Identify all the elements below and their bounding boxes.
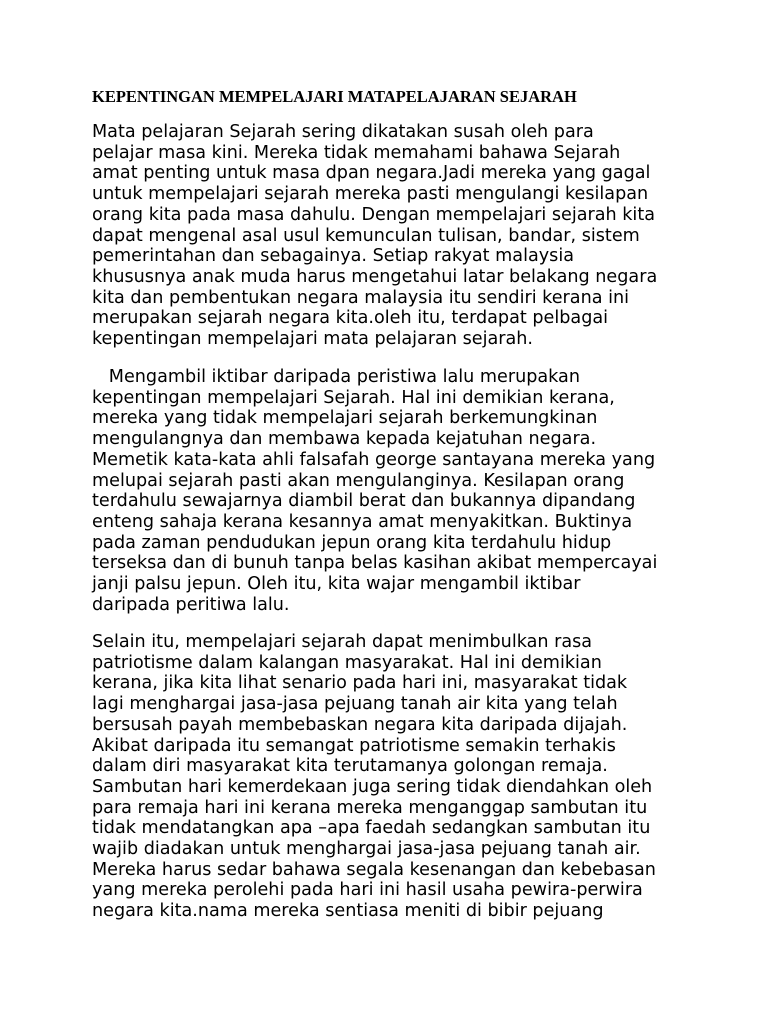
text-line: Selain itu, mempelajari sejarah dapat menimbulkan rasa	[92, 632, 593, 652]
text-line: dalam diri masyarakat kita terutamanya golongan remaja.	[92, 756, 608, 777]
text-line: terdahulu sewajarnya diambil berat dan bukannya dipandang	[92, 491, 636, 512]
text-line: lagi menghargai jasa-jasa pejuang tanah air kita yang telah	[92, 694, 618, 715]
text-line: Mereka harus sedar bahawa segala kesenangan dan kebebasan	[92, 859, 656, 880]
text-line: Sambutan hari kemerdekaan juga sering tidak diendahkan oleh	[92, 776, 653, 797]
text-line: amat penting untuk masa dpan negara.Jadi mereka yang gagal	[92, 163, 651, 184]
text-line: pada zaman pendudukan jepun orang kita terdahulu hidup	[92, 532, 612, 553]
text-line: enteng sahaja kerana kesannya amat menyakitkan. Buktinya	[92, 511, 633, 532]
text-line: tidak mendatangkan apa –apa faedah sedangkan sambutan itu	[92, 818, 651, 839]
text-line: yang mereka perolehi pada hari ini hasil usaha pewira-perwira	[92, 880, 643, 901]
text-line: Akibat daripada itu semangat patriotisme semakin terhakis	[92, 735, 616, 756]
text-line: daripada peritiwa lalu.	[92, 594, 290, 615]
text-line: melupai sejarah pasti akan mengulanginya. Kesilapan orang	[92, 470, 625, 491]
text-line: Mata pelajaran Sejarah sering dikatakan susah oleh para	[92, 122, 594, 142]
text-line: kita dan pembentukan negara malaysia itu sendiri kerana ini	[92, 287, 630, 308]
text-line: orang kita pada masa dahulu. Dengan mempelajari sejarah kita	[92, 204, 655, 225]
text-line: mereka yang tidak mempelajari sejarah berkemungkinan	[92, 408, 598, 429]
text-line: merupakan sejarah negara kita.oleh itu, terdapat pelbagai	[92, 308, 609, 329]
text-line: khususnya anak muda harus mengetahui latar belakang negara	[92, 266, 658, 287]
text-line: dapat mengenal asal usul kemunculan tulisan, bandar, sistem	[92, 225, 640, 246]
paragraph-2	[92, 367, 657, 615]
text-line: pemerintahan dan sebagainya. Setiap rakyat malaysia	[92, 246, 574, 267]
text-line: kepentingan mempelajari mata pelajaran sejarah.	[92, 329, 534, 350]
text-line: Memetik kata-kata ahli falsafah george santayana mereka yang	[92, 449, 656, 470]
text-line: untuk mempelajari sejarah mereka pasti mengulangi kesilapan	[92, 184, 649, 205]
text-line: wajib diadakan untuk menghargai jasa-jasa pejuang tanah air.	[92, 839, 641, 860]
text-line: Mengambil iktibar daripada peristiwa lalu merupakan	[92, 367, 580, 387]
document-title: KEPENTINGAN MEMPELAJARI MATAPELAJARAN SEJARAH	[92, 87, 577, 106]
text-line: pelajar masa kini. Mereka tidak memahami bahawa Sejarah	[92, 142, 621, 163]
text-line: negara kita.nama mereka sentiasa meniti di bibir pejuang	[92, 901, 604, 922]
text-line: kepentingan mempelajari Sejarah. Hal ini demikian kerana,	[92, 387, 615, 408]
text-line: kerana, jika kita lihat senario pada hari ini, masyarakat tidak	[92, 673, 628, 694]
text-line: terseksa dan di bunuh tanpa belas kasihan akibat mempercayai	[92, 553, 658, 574]
text-line: para remaja hari ini kerana mereka menganggap sambutan itu	[92, 797, 648, 818]
paragraph-3	[92, 632, 656, 922]
paragraph-1	[92, 122, 657, 350]
text-line: janji palsu jepun. Oleh itu, kita wajar mengambil iktibar	[92, 574, 581, 595]
text-line: mengulangnya dan membawa kepada kejatuhan negara.	[92, 429, 597, 450]
text-line: patriotisme dalam kalangan masyarakat. Hal ini demikian	[92, 652, 602, 673]
text-line: bersusah payah membebaskan negara kita daripada dijajah.	[92, 714, 628, 735]
